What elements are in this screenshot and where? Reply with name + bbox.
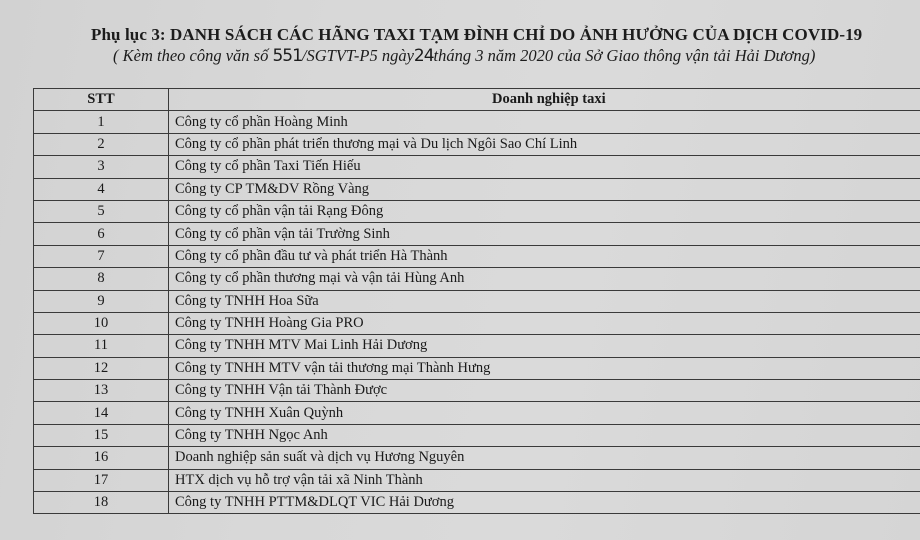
row-number: 5 — [34, 200, 169, 222]
company-name: Công ty cổ phần Taxi Tiến Hiếu — [169, 156, 920, 178]
row-number: 15 — [34, 424, 169, 446]
company-name: Công ty TNHH Ngọc Anh — [169, 424, 920, 446]
row-number: 10 — [34, 312, 169, 334]
table-row — [34, 200, 920, 222]
subtitle-before: ( Kèm theo công văn số — [113, 46, 273, 65]
table-row — [34, 245, 920, 267]
company-name: Công ty TNHH MTV vận tải thương mại Thành Hưng — [169, 357, 920, 379]
company-name: Công ty TNHH Vận tải Thành Được — [169, 380, 920, 402]
row-number: 8 — [34, 268, 169, 290]
row-number: 7 — [34, 245, 169, 267]
table-row — [34, 447, 920, 469]
column-header-stt: STT — [34, 89, 169, 111]
company-name: Công ty cổ phần thương mại và vận tải Hùng Anh — [169, 268, 920, 290]
row-number: 16 — [34, 447, 169, 469]
table-row — [34, 312, 920, 334]
handwritten-doc-number: 551 — [272, 46, 302, 66]
table-row — [34, 380, 920, 402]
row-number: 13 — [34, 380, 169, 402]
row-number: 1 — [34, 111, 169, 133]
table-row — [34, 156, 920, 178]
appendix-label: Phụ lục 3: — [91, 25, 166, 44]
subtitle-middle: /SGTVT-P5 ngày — [301, 46, 414, 65]
document-subtitle — [113, 46, 815, 66]
column-header-company: Doanh nghiệp taxi — [169, 89, 920, 111]
company-name: Công ty cổ phần vận tải Trường Sinh — [169, 223, 920, 245]
table-row — [34, 268, 920, 290]
taxi-company-table — [33, 88, 920, 514]
table-row — [34, 335, 920, 357]
row-number: 14 — [34, 402, 169, 424]
table-header-row — [34, 89, 920, 111]
row-number: 17 — [34, 469, 169, 491]
company-name: Công ty TNHH Hoa Sữa — [169, 290, 920, 312]
row-number: 6 — [34, 223, 169, 245]
row-number: 9 — [34, 290, 169, 312]
company-name: Công ty CP TM&DV Rồng Vàng — [169, 178, 920, 200]
table-row — [34, 469, 920, 491]
company-name: Công ty TNHH Hoàng Gia PRO — [169, 312, 920, 334]
table-row — [34, 111, 920, 133]
handwritten-day: 24 — [413, 46, 434, 66]
company-name: Công ty TNHH Xuân Quỳnh — [169, 402, 920, 424]
table-row — [34, 492, 920, 514]
company-name: Công ty cổ phần phát triển thương mại và Du lịch Ngôi Sao Chí Linh — [169, 133, 920, 155]
table-row — [34, 424, 920, 446]
company-name: Doanh nghiệp sản suất và dịch vụ Hương Nguyên — [169, 447, 920, 469]
row-number: 12 — [34, 357, 169, 379]
row-number: 11 — [34, 335, 169, 357]
company-name: Công ty cổ phần đầu tư và phát triển Hà Thành — [169, 245, 920, 267]
document-title — [91, 25, 862, 45]
company-name: Công ty cổ phần Hoàng Minh — [169, 111, 920, 133]
company-name: Công ty cổ phần vận tải Rạng Đông — [169, 200, 920, 222]
title-text: DANH SÁCH CÁC HÃNG TAXI TẠM ĐÌNH CHỈ DO ẢNH HƯỞNG CỦA DỊCH COVID-19 — [170, 25, 863, 44]
company-name: Công ty TNHH PTTM&DLQT VIC Hải Dương — [169, 492, 920, 514]
row-number: 18 — [34, 492, 169, 514]
table-row — [34, 290, 920, 312]
table-row — [34, 402, 920, 424]
company-name: HTX dịch vụ hỗ trợ vận tải xã Ninh Thành — [169, 469, 920, 491]
row-number: 4 — [34, 178, 169, 200]
row-number: 2 — [34, 133, 169, 155]
table-row — [34, 133, 920, 155]
row-number: 3 — [34, 156, 169, 178]
table-row — [34, 223, 920, 245]
table-row — [34, 357, 920, 379]
table-row — [34, 178, 920, 200]
subtitle-after: tháng 3 năm 2020 của Sở Giao thông vận tải Hải Dương) — [433, 46, 816, 65]
company-name: Công ty TNHH MTV Mai Linh Hải Dương — [169, 335, 920, 357]
